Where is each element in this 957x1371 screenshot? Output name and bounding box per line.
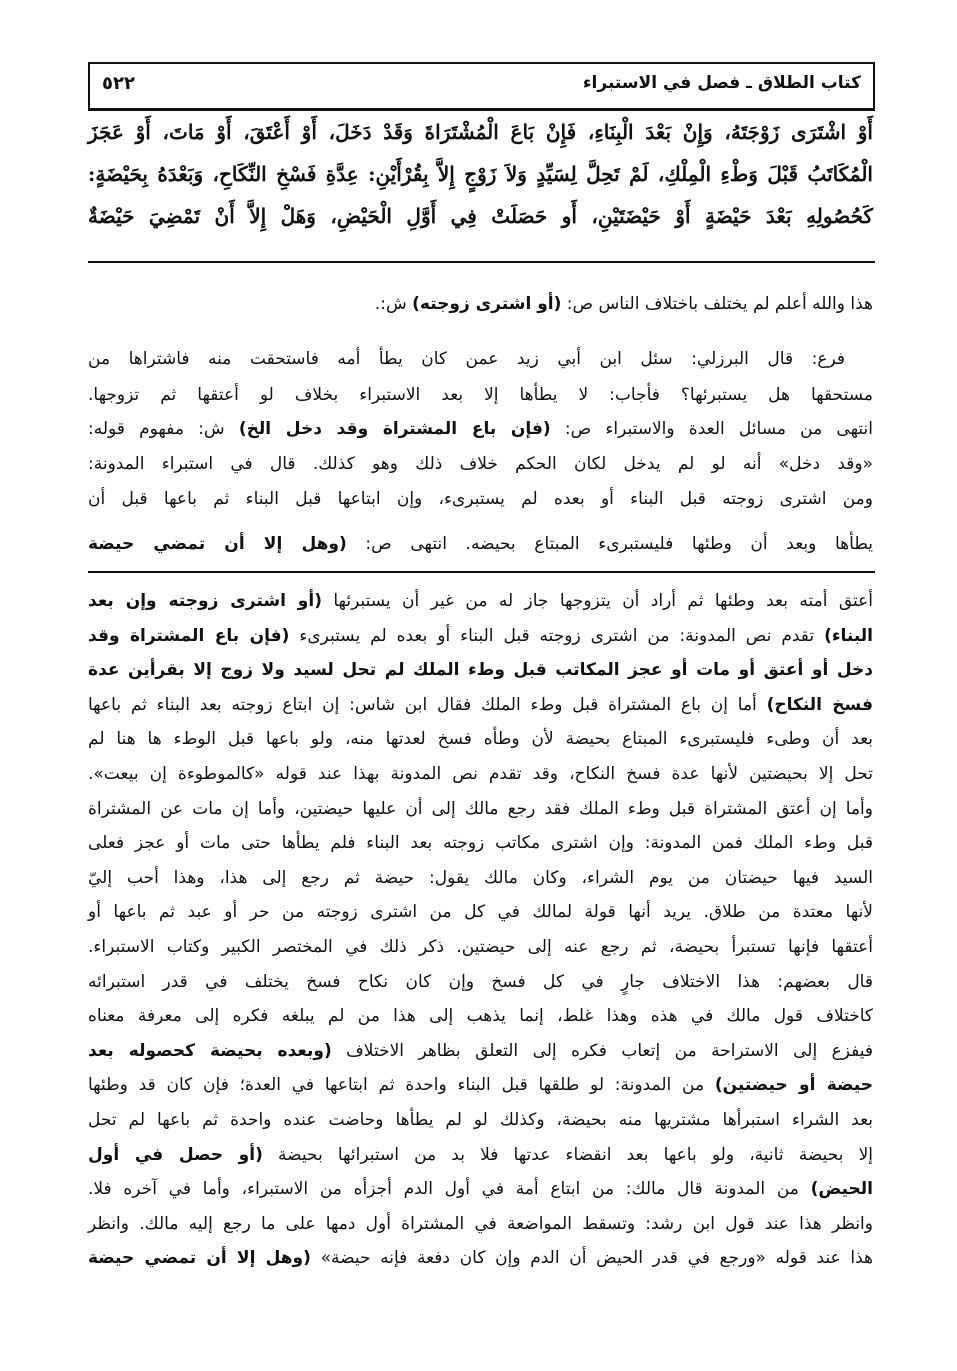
text-line [88,1077,873,1094]
text-line [88,387,873,404]
quoted-matn-segment: أَوْ اشْتَرَى زَوْجَتَهُ، وَإِنْ بَعْدَ الْبِنَاءِ، فَإِنْ بَاعَ الْمُشْتَرَاةَ وَقَدْ دَخَلَ، أَوْ أَعْتَقَ، أَوْ مَاتَ، أَوْ عَجَزَ [88,120,873,144]
text-line [88,206,873,226]
divider [88,261,875,263]
text-segment: فرع: قال البرزلي: سئل ابن أبي زيد عمن كان يطأ أمه فاستحقت منه فاشتراها من [88,349,845,369]
text-segment: هذا عند قوله «ورجع في قدر الحيض أن الدم وإن كان دفعة فإنه حيضة» [310,1248,873,1269]
text-segment: انتهى من مسائل العدة والاستبراء ص: [550,419,873,439]
text-line [88,536,873,553]
quoted-matn-segment: (فإن باع المشتراة وقد دخل الخ) [238,419,551,439]
chapter-title: كتاب الطلاق ـ فصل في الاستبراء [582,73,861,93]
text-segment: إلا بحيضة ثانية، ولو باعها بعد انقضاء عدتها فلا بد من استبرائها بحيضة [262,1144,873,1165]
text-segment: قال بعضهم: هذا الاختلاف جارٍ في كل فسخ وإن كان نكاح فسخ يختلف في قدر استبرائه [88,971,873,992]
running-header [88,62,875,111]
text-line [88,491,873,508]
quoted-matn-segment: (وهل إلا أن تمضي حيضة [88,1248,311,1269]
divider [88,571,875,573]
quoted-matn-segment: الْمُكَاتَبُ قَبْلَ وَطْءِ الْمِلْكِ، لَمْ تَحِلَّ لِسَيِّدٍ وَلاَ زَوْجٍ إِلاَّ بِقُرْأَيْنِ: عِدَّةِ فَسْخِ النِّكَاحِ، وَبَعْدَهُ بِحَيْضَةٍ: [88,162,873,186]
text-line [88,351,873,368]
text-segment: تحل إلا بحيضتين لأنها عدة فسخ النكاح، وقد تقدم نص المدونة بهذا عند قوله «كالموطوءة إن بيعت». [88,764,873,784]
text-line [88,1213,873,1234]
text-line [88,122,873,142]
text-segment: بعد الشراء استبرأها مشتريها منه بحيضة، وكذلك لو لم يطأها وحاضت عنده واحدة ثم باعها لم تحل [88,1110,873,1130]
text-segment: وأما إن أعتق المشتراة قبل وطء الملك فقد رجع مالك إلى أن عليها حيضتين، وأما إن مات عن المشتراة [88,798,873,819]
quoted-matn-segment: (أو حصل في أول [88,1144,263,1165]
quoted-matn-segment: (أو اشترى زوجته وإن بعد [88,591,322,611]
text-segment: أعتق أمته بعد وطئها ثم أراد أن يتزوجها جاز له من غير أن يستبرئها [321,591,873,611]
text-segment: بعد أن وطىء فليستبرىء المبتاع بحيضة لأن وطأه فسخ لعدتها منه، ولو باعها قبل الوطء ها هنا لم [88,729,873,750]
text-line [88,456,873,473]
quoted-matn-segment: حيضة أو حيضتين) [714,1075,873,1096]
quoted-matn-segment: كَحُصُولِهِ بَعْدَ حَيْضَةٍ أَوْ حَيْضَتَيْنِ، أَو حَصَلَتْ فِي أَوَّلِ الْحَيْضِ، وَهَلْ إِلاَّ أَنْ تَمْضِيَ حَيْضَةٌ [88,204,873,228]
quoted-matn-segment: البناء) [824,625,873,646]
quoted-matn-segment: فسخ النكاح) [766,694,873,715]
text-segment: هذا والله أعلم لم يختلف باختلاف الناس ص: [561,294,873,314]
text-line [88,867,873,888]
text-line [88,766,873,783]
text-segment: ش:. [374,294,413,314]
page-number: ٥٢٢ [102,73,135,94]
text-line [88,971,873,992]
text-line [88,1144,873,1165]
text-segment: لأنها معتدة من طلاق. يريد أنها قولة لمالك في كل من اشترى زوجته من حر أو عبد ثم باعها أو [88,902,873,923]
text-line [88,662,873,679]
text-line [88,939,873,956]
text-segment: قبل وطء الملك فمن المدونة: وإن اشترى مكاتب زوجته بعد البناء فلم يطأها حتى مات أو عجز فعلى [88,833,873,854]
text-line [88,164,873,184]
text-line [88,1181,873,1198]
text-segment: أعتقها فإنها تستبرأ بحيضة، ثم رجع عنه إلى حيضتين. ذكر ذلك في المختصر الكبير وكتاب الاستبراء. [88,937,873,957]
quoted-matn-segment: (أو اشترى زوجته) [412,294,562,314]
quoted-matn-segment: (فإن باع المشتراة وقد [88,625,290,646]
text-segment: ش: مفهوم قوله: [88,419,239,439]
text-line [88,1040,873,1061]
text-segment: من المدونة: لو طلقها قبل البناء واحدة ثم ابتاعها في العدة؛ فإن كان قد وطئها [88,1075,715,1096]
text-segment: كاختلاف قول مالك في هذه وهذا غلط، إنما يذهب إلى هذا من لم يبلغه فكره إلى معرفة معناه [88,1006,873,1027]
text-line [88,731,873,748]
text-line [88,835,873,852]
text-segment: ومن اشترى زوجته قبل البناء أو بعده لم يستبرىء، وإن ابتاعها قبل البناء ثم باعها قبل أن [88,489,873,509]
text-segment: وانظر هذا عند قول ابن رشد: وتسقط المواضعة في المشتراة أول دمها على ما رجع إليه مالك. وانظر [88,1213,873,1234]
text-line [88,798,873,819]
text-line [88,1008,873,1025]
quoted-matn-segment: دخل أو أعتق أو مات أو عجز المكاتب قبل وطء الملك لم تحل لسيد ولا زوج إلا بقرأين عدة [88,660,873,681]
text-segment: فيفزع إلى الاستراحة من إتعاب فكره إلى التعلق بظاهر الاختلاف [331,1040,873,1061]
text-segment: السيد فيها حيضتان من يوم الشراء، وكان مالك يقول: حيضة ثم رجع إلى هذا، وهذا أحب إليّ [88,867,873,888]
text-segment: يطأها وبعد أن وطئها فليستبرىء المبتاع بحيضه. انتهى ص: [346,534,873,554]
text-line [88,421,873,438]
quoted-matn-segment: (وهل إلا أن تمضي حيضة [88,534,347,554]
text-line [88,694,873,715]
text-segment: تقدم نص المدونة: من اشترى زوجته قبل البناء أو بعده لم يستبرىء [289,625,825,646]
text-line [88,593,873,610]
text-line [88,1112,873,1129]
text-line [88,296,873,313]
text-line [88,904,873,921]
text-segment: «وقد دخل» أنه لو لم يدخل لكان الحكم خلاف ذلك وهو كذلك. قال في استبراء المدونة: [88,454,873,474]
text-segment: من المدونة قال مالك: من ابتاع أمة في أول الدم أجزأه من الاستبراء، وأما في آخره فلا. [88,1179,811,1200]
text-segment: أما إن باع المشتراة قبل وطء الملك فقال ابن شاس: إن ابتاع زوجته بعد البناء ثم باعها [88,694,767,715]
text-line [88,625,873,646]
quoted-matn-segment: الحيض) [810,1179,873,1200]
quoted-matn-segment: (وبعده بحيضة كحصوله بعد [88,1040,332,1061]
text-segment: مستحقها هل يستبرئها؟ فأجاب: لا يطأها إلا بعد الاستبراء بخلاف لو أعتقها ثم تزوجها. [88,385,873,405]
text-line [88,1250,873,1267]
